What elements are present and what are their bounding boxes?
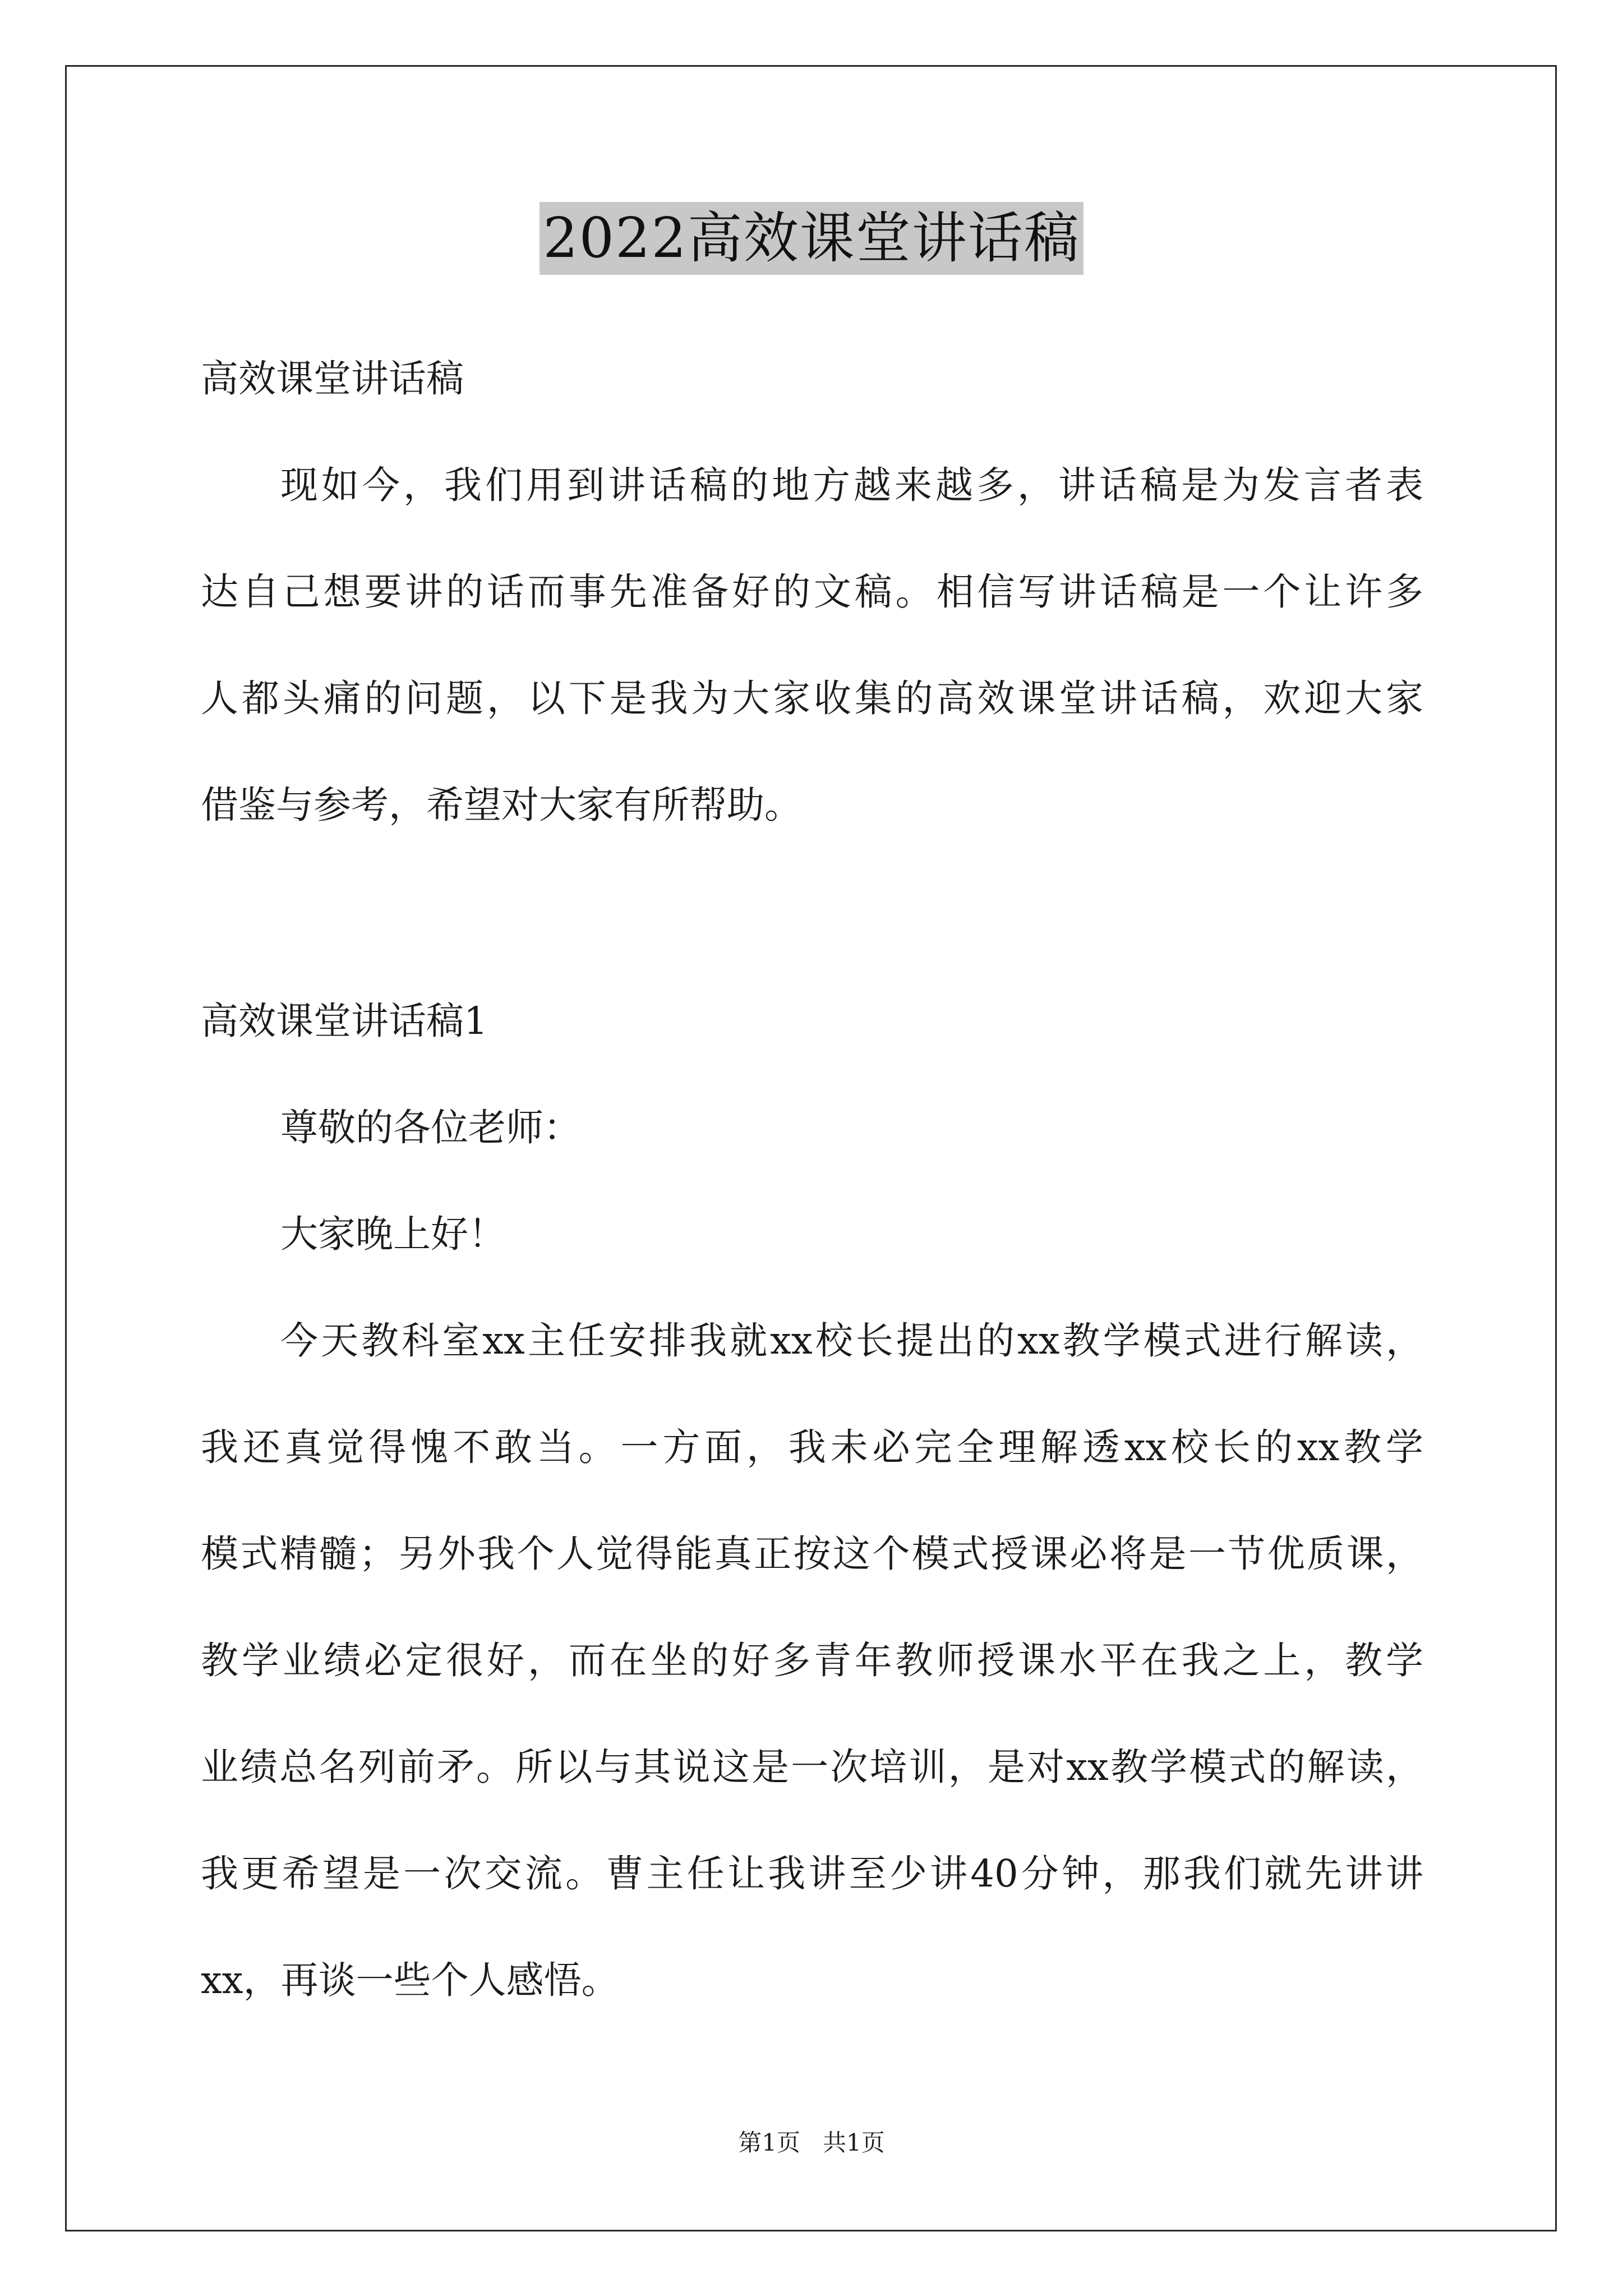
document-subtitle: 高效课堂讲话稿 [201, 357, 464, 401]
page-number-footer: 第1页 共1页 [738, 2129, 885, 2156]
body-line-7: xx，再谈一些个人感悟。 [201, 1958, 619, 2002]
body-line-4: 教学业绩必定很好，而在坐的好多青年教师授课水平在我之上，教学 [201, 1639, 1423, 1682]
body-line-1: 今天教科室xx主任安排我就xx校长提出的xx教学模式进行解读， [280, 1319, 1423, 1363]
body-line-5: 业绩总名列前矛。所以与其说这是一次培训，是对xx教学模式的解读， [201, 1745, 1423, 1789]
body-line-6: 我更希望是一次交流。曹主任让我讲至少讲40分钟，那我们就先讲讲 [201, 1852, 1423, 1895]
greeting-line: 尊敬的各位老师： [280, 1106, 581, 1149]
intro-line-3: 人都头痛的问题，以下是我为大家收集的高效课堂讲话稿，欢迎大家 [201, 677, 1423, 720]
intro-line-2: 达自己想要讲的话而事先准备好的文稿。相信写讲话稿是一个让许多 [201, 570, 1423, 614]
salutation-line: 大家晚上好！ [280, 1212, 506, 1256]
section-heading: 高效课堂讲话稿1 [201, 999, 488, 1043]
body-line-3: 模式精髓；另外我个人觉得能真正按这个模式授课必将是一节优质课， [201, 1532, 1423, 1576]
title-container [0, 202, 1623, 275]
intro-line-4: 借鉴与参考，希望对大家有所帮助。 [201, 783, 802, 827]
body-line-2: 我还真觉得愧不敢当。一方面，我未必完全理解透xx校长的xx教学 [201, 1425, 1423, 1469]
document-title: 2022高效课堂讲话稿 [540, 202, 1083, 275]
intro-line-1: 现如今，我们用到讲话稿的地方越来越多，讲话稿是为发言者表 [280, 463, 1423, 507]
